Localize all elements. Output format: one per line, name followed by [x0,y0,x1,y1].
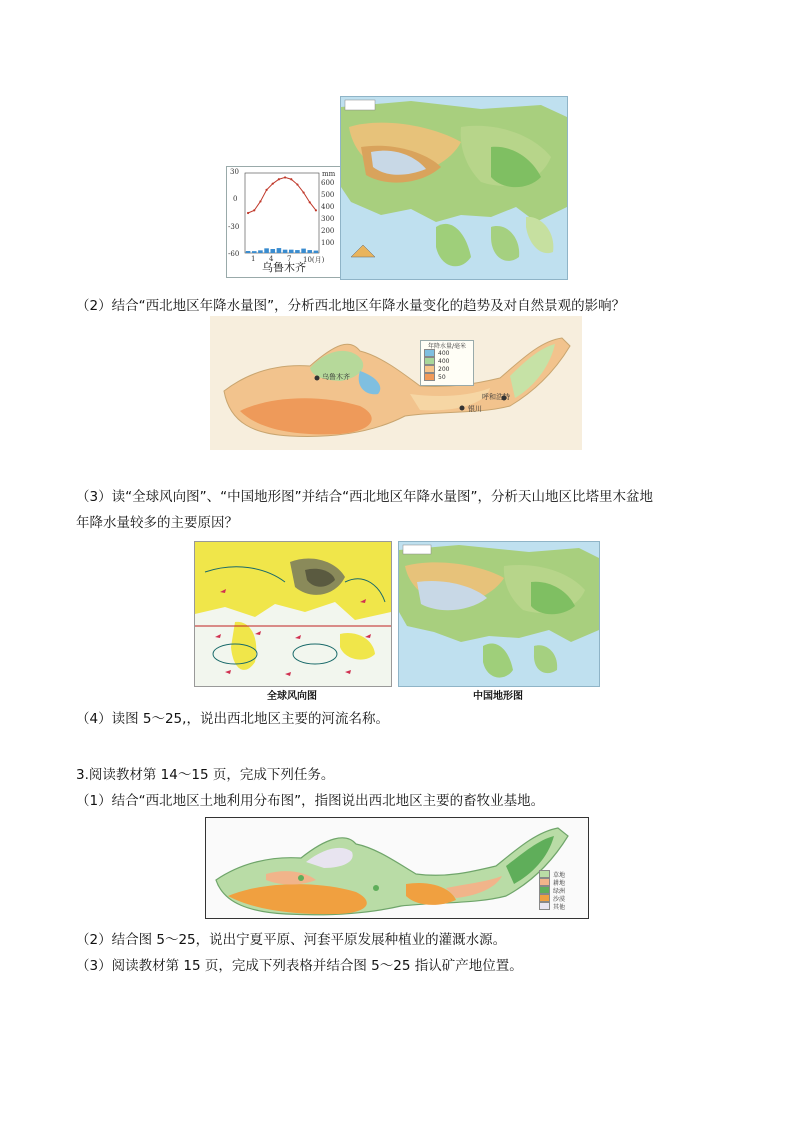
wind-map-art [195,542,391,686]
precip-legend-item [421,357,473,365]
temp-tick: 0 [233,195,238,203]
precip-tick: 200 [321,227,335,235]
temperature-point [290,178,292,180]
precip-legend [420,340,474,386]
precip-legend-title: 年降水量/毫米 [427,342,467,350]
precip-bar [264,248,269,253]
precip-bar [307,250,312,253]
legend-swatch [539,878,550,886]
land-legend-item [536,902,578,910]
precip-legend-item [421,365,473,373]
precip-bar [283,250,288,253]
precip-unit: mm [322,170,336,178]
precip-bar [289,250,294,253]
question-2-text: （2）结合“西北地区年降水量图”，分析西北地区年降水量变化的趋势及对自然景观的影响？ [76,298,626,314]
china-terrain-map-bottom [398,541,600,687]
temperature-point [315,209,317,211]
terrain-map-art-2 [399,542,599,686]
legend-label: 200 [438,365,450,373]
temperature-point [272,183,274,185]
question-4-text: （4）读图 5～25,，说出西北地区主要的河流名称。 [76,711,389,727]
precip-bar [270,249,275,253]
temperature-point [296,183,298,185]
terrain-map-art [341,97,567,279]
precip-tick: 400 [321,203,335,211]
temperature-point [247,212,249,214]
precip-tick: 500 [321,191,335,199]
northwest-precipitation-map [210,316,582,450]
precip-bar [277,248,282,253]
precip-legend-item [421,373,473,381]
legend-swatch [539,894,550,902]
precip-legend-item [421,349,473,357]
temp-tick: -30 [228,223,240,231]
legend-swatch [424,365,435,373]
terrain-map-caption: 中国地形图 [473,691,523,702]
land-use-map-art [206,818,588,918]
precip-bar [295,250,300,253]
temp-tick: -60 [228,250,240,258]
legend-swatch [539,902,550,910]
northwest-land-use-map [205,817,589,919]
question-3-line1: （3）读“全球风向图”、“中国地形图”并结合“西北地区年降水量图”，分析天山地区比塔里木盆地 [76,489,654,505]
climate-plot-frame [245,173,319,253]
month-tick: 1 [251,255,256,263]
temperature-point [253,209,255,211]
global-wind-map [194,541,392,687]
legend-swatch [424,373,435,381]
temp-tick: 30 [230,168,239,176]
land-use-legend [536,870,578,912]
month-tick: 4 [269,255,274,263]
month-tick: 7 [287,255,292,263]
city-label-hohhot: 呼和浩特 [482,393,510,401]
legend-swatch [539,870,550,878]
temperature-point [265,189,267,191]
legend-swatch [539,886,550,894]
city-label-yinchuan: 银川 [468,405,482,413]
legend-swatch [424,357,435,365]
precip-bar [314,251,319,253]
legend-label: 400 [438,357,450,365]
china-terrain-map-top [340,96,568,280]
precip-bar [246,251,251,253]
month-tick: 10(月) [303,256,325,264]
legend-label: 其他 [553,903,566,911]
precip-map-art [210,316,582,450]
legend-label: 绿洲 [553,887,566,895]
precip-bar [301,249,306,253]
legend-label: 400 [438,349,450,357]
task-3-item-1: （1）结合“西北地区土地利用分布图”，指图说出西北地区主要的畜牧业基地。 [76,793,545,809]
precip-bar [252,251,257,253]
question-3-line2: 年降水量较多的主要原因？ [76,515,238,531]
precip-tick: 300 [321,215,335,223]
legend-label: 草地 [553,871,566,879]
climate-city-name: 乌鲁木齐 [262,261,306,274]
temperature-point [309,201,311,203]
task-3-item-2: （2）结合图 5～25，说出宁夏平原、河套平原发展种植业的灌溉水源。 [76,932,507,948]
urumqi-climate-chart [226,166,342,278]
temperature-point [302,191,304,193]
city-label-urumqi: 乌鲁木齐 [322,373,350,381]
temperature-point [278,178,280,180]
legend-label: 沙漠 [553,895,566,903]
precip-bar [258,250,263,253]
precip-tick: 600 [321,179,335,187]
wind-map-caption: 全球风向图 [267,691,317,702]
legend-label: 50 [438,373,446,381]
legend-swatch [424,349,435,357]
precip-tick: 100 [321,239,335,247]
temperature-point [259,200,261,202]
temperature-line [248,177,316,213]
temperature-point [284,176,286,178]
task-3-heading: 3.阅读教材第 14～15 页，完成下列任务。 [76,767,335,783]
legend-label: 耕地 [553,879,566,887]
task-3-item-3: （3）阅读教材第 15 页，完成下列表格并结合图 5～25 指认矿产地位置。 [76,958,523,974]
